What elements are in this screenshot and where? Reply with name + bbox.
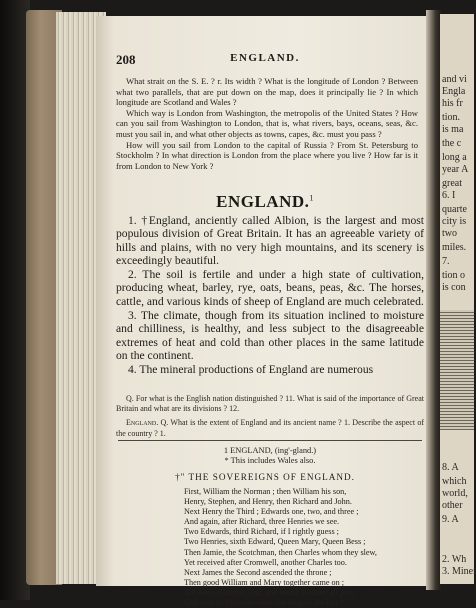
facing-page-line: Engla [442, 86, 466, 97]
book-page [96, 16, 434, 608]
facing-page-line: his fr [442, 98, 463, 109]
poem-line: Then good William and Mary together came on ; [184, 577, 345, 587]
poem-line: God sent us Victoria—may she long be the last !" [184, 598, 347, 608]
pronunciation-note: 1 ENGLAND, (ing'-gland.) [223, 446, 317, 455]
facing-page-line: tion o [442, 270, 466, 281]
poem-line: Two Edwards, third Richard, if I rightly guess ; [184, 527, 339, 537]
facing-page-fragment [440, 14, 474, 584]
body-paragraph: 3. The climate, though from its situation inclined to moisture and chilliness, is healthy, and less subject to the disagreeable extremes of heat and cold than other places in the same latitude on the continent. [116, 309, 424, 362]
facing-page-line: and vi [442, 74, 467, 85]
facing-page-line: is con [442, 282, 466, 293]
poem [184, 487, 377, 608]
poem-line: And again, after Richard, three Henries we see. [184, 517, 340, 527]
facing-page-line: 8. A [442, 462, 459, 473]
poem-line: Then Jamie, the Scotchman, then Charles whom they slew, [184, 547, 377, 557]
facing-page-line: 9. A [442, 514, 459, 525]
facing-page-line: which [442, 476, 467, 487]
facing-page-line: two [442, 228, 457, 239]
poem-title: †" THE SOVEREIGNS OF ENGLAND. [175, 472, 355, 482]
study-question [116, 418, 424, 438]
poem-line: Next James the Second ascended the throne ; [184, 567, 332, 577]
facing-page-line: the c [442, 138, 462, 149]
body-paragraph: 1. †England, anciently called Albion, is the largest and most populous division of Great Britain. It has an agreeable variety of hills and plains, with no very high mountains, and its scenery is exceedingly beautiful. [116, 214, 424, 267]
facing-page-line: tion. [442, 112, 461, 123]
facing-page-line: other [442, 500, 463, 511]
facing-page-line: year A [442, 164, 469, 175]
facing-page-line: 3. Miner [442, 566, 476, 577]
study-question-lead: England. [126, 418, 159, 428]
wales-note: * This includes Wales also. [224, 456, 316, 466]
facing-page-line: 6. I [442, 190, 456, 201]
map-question-paragraph: Which way is London from Washington, the metropolis of the United States ? How can you sail from Washington to London, that is, what rivers, bays, oceans, seas, &c. must you sail in, and what other objects as towns, capes, &c. must you pass ? [116, 107, 418, 139]
poem-line: First, William the Norman ; then William his son, [184, 487, 347, 496]
body-paragraph: 4. The mineral productions of England are numerous [128, 363, 374, 377]
facing-page-line: great [442, 178, 462, 189]
page-number: 208 [116, 52, 136, 67]
facing-page-line: 7. [442, 256, 450, 267]
section-title [96, 192, 434, 212]
facing-page-line: miles. [442, 242, 467, 253]
poem-line: Yet received after Cromwell, another Charles too. [184, 557, 347, 567]
facing-page-line: city is [442, 216, 467, 227]
section-title-text: ENGLAND. [216, 192, 310, 211]
footnote-rule [118, 440, 422, 441]
footnote-mark: 1 [309, 193, 314, 203]
study-questions [116, 394, 424, 443]
study-question: Q. For what is the English nation distinguished ? 11. What is said of the importance of Great Britain and what are its divisions ? 12. [116, 394, 424, 414]
page-header [96, 52, 434, 66]
map-question-paragraph: What strait on the S. E. ? r. Its width ? What is the longitude of London ? Between what two parallels, that are put down on the map, does it principally lie ? In which longitude are Scotland and Wales ? [116, 76, 418, 108]
poem-line: Two Henries, sixth Edward, Queen Mary, Queen Bess ; [184, 537, 366, 547]
facing-page-line: world, [442, 488, 468, 499]
facing-page-line: 2. Wh [442, 554, 467, 565]
facing-page-line: long a [442, 152, 467, 163]
study-question-text: Q. What is the extent of England and its ancient name ? 1. Describe the aspect of the country ? 1. [116, 418, 425, 438]
body-paragraph: 2. The soil is fertile and under a high state of cultivation, producing wheat, barley, rye, oats, beans, peas, &c. The horses, cattle, and various kinds of sheep of England are much celebrated. [116, 268, 424, 308]
map-question-paragraph: How will you sail from London to the capital of Russia ? From St. Petersburg to Stockholm ? In what direction is London from the place where you live ? How far is it from London to New York ? [116, 139, 418, 171]
map-questions [116, 76, 418, 171]
poem-line: Till Anne, Georges four, and fourth William all past, [184, 587, 356, 597]
poem-line: Next Henry the Third ; Edwards one, two, and three ; [184, 507, 359, 517]
body-text [116, 214, 424, 378]
facing-page-illustration [440, 310, 474, 430]
facing-page-line: is ma [442, 124, 464, 135]
running-head: ENGLAND. [230, 52, 300, 64]
facing-page-line: quarte [442, 204, 467, 215]
footnotes [116, 446, 424, 467]
poem-line: Henry, Stephen, and Henry, then Richard and John. [184, 497, 352, 507]
